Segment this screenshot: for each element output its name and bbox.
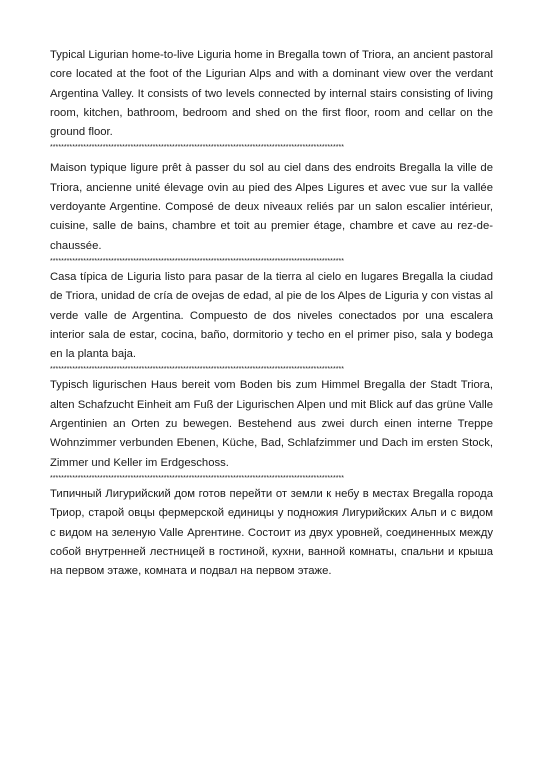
- paragraph-english: Typical Ligurian home-to-live Liguria home in Bregalla town of Triora, an ancient pastoral core located at the foot of the Ligurian Alps and with a dominant view over the verdant Argentina Valley. It consists of two levels connected by internal stairs consisting of living room, kitchen, bathroom, bedroom and shed on the first floor, room and cellar on the ground floor.: [50, 49, 493, 139]
- asterisk-separator: **********************************************************************************************************: [50, 257, 345, 265]
- paragraph-russian: Типичный Лигурийский дом готов перейти от земли к небу в местах Bregalla города Триор, старой овцы фермерской единицы у подножия Лигурийских Альп и с видом с видом на зеленую Valle Аргентине. Состоит из двух уровней, соединенных между собой внутренней лестницей в гостиной, кухни, ванной комнаты, спальни и крыша на первом этаже, комната и подвал на первом этаже.: [50, 487, 493, 578]
- paragraph-french: Maison typique ligure prêt à passer du sol au ciel dans des endroits Bregalla la ville de Triora, ancienne unité élevage ovin au pied des Alpes Ligures et avec vue sur la vallée verdoyante Argentine. Composé de deux niveaux reliés par un salon escalier intérieur, cuisine, salle de bains, chambre et toit au premier étage, chambre et cave au rez-de-chaussée.: [50, 162, 493, 252]
- asterisk-separator: **********************************************************************************************************: [50, 474, 345, 482]
- paragraph-german: Typisch ligurischen Haus bereit vom Boden bis zum Himmel Bregalla der Stadt Triora, alten Schafzucht Einheit am Fuß der Ligurischen Alpen und mit Blick auf das grüne Valle Argentinien an Orten zu bewegen. Bestehend aus zwei durch einen interne Treppe Wohnzimmer verbunden Ebenen, Küche, Bad, Schlafzimmer und Dach im ersten Stock, Zimmer und Keller im Erdgeschoss.: [50, 379, 493, 469]
- asterisk-separator: **********************************************************************************************************: [50, 144, 345, 152]
- document-page: [50, 46, 493, 581]
- asterisk-separator: **********************************************************************************************************: [50, 366, 345, 374]
- paragraph-spanish: Casa típica de Liguria listo para pasar de la tierra al cielo en lugares Bregalla la ciudad de Triora, unidad de cría de ovejas de edad, al pie de los Alpes de Liguria y con vistas al verde valle de Argentina. Compuesto de dos niveles conectados por una escalera interior sala de estar, cocina, baño, dormitorio y techo en el primer piso, sala y bodega en la planta baja.: [50, 270, 493, 361]
